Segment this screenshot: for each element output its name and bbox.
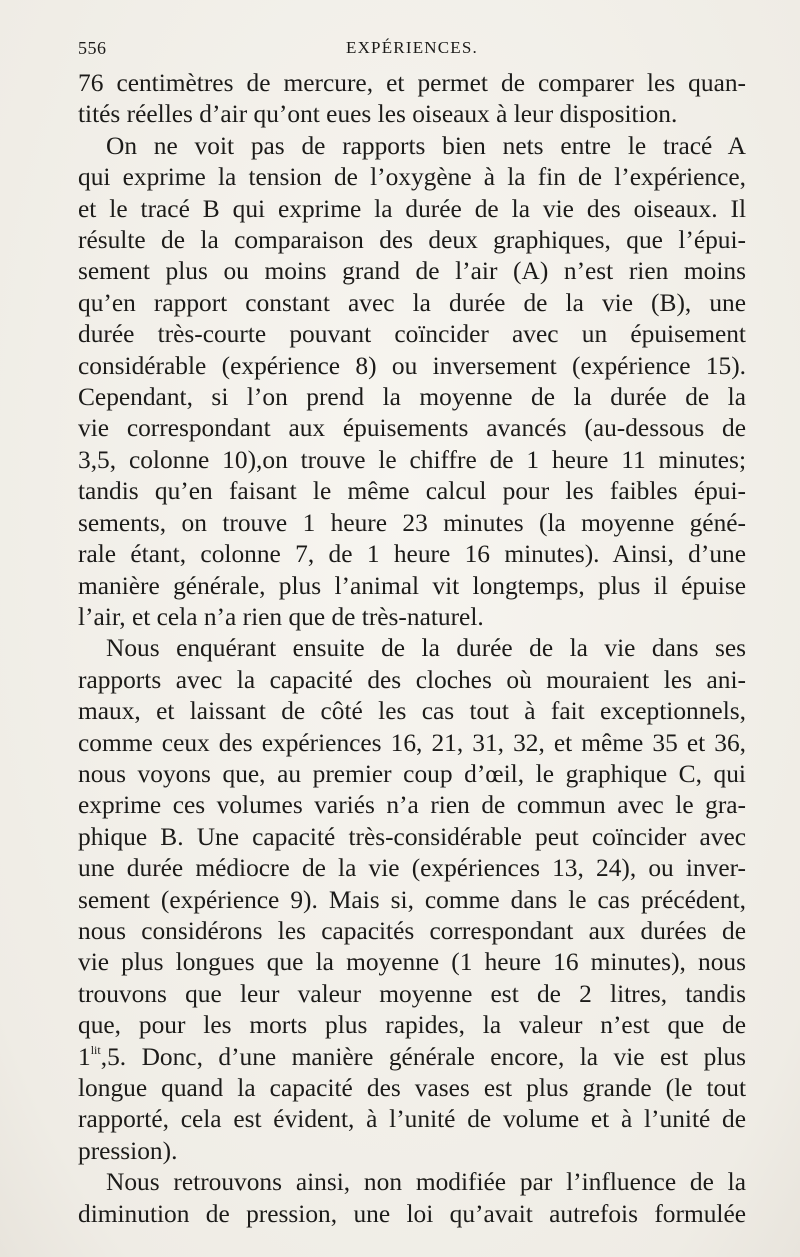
paragraph-4 xyxy=(78,1167,746,1230)
text-line: qui exprime la tension de l’oxygène à la fin de l’expérience, xyxy=(78,163,746,192)
text-line: vie correspondant aux épuisements avancés (au-dessous de xyxy=(78,414,746,443)
text-line: rale étant, colonne 7, de 1 heure 16 minutes). Ainsi, d’une xyxy=(78,540,746,569)
text-line: considérable (expérience 8) ou inversement (expérience 15). xyxy=(78,351,746,380)
text-line-with-superscript xyxy=(78,1042,746,1073)
body-text xyxy=(78,68,746,1230)
text-line: nous voyons que, au premier coup d’œil, le graphique C, qui xyxy=(78,759,746,788)
paragraph-1 xyxy=(78,68,746,131)
text-line: Nous enquérant ensuite de la durée de la vie dans ses xyxy=(106,634,746,663)
text-fragment: 1 xyxy=(78,1042,91,1071)
text-line: résulte de la comparaison des deux graphiques, que l’épui- xyxy=(78,226,746,255)
text-line: trouvons que leur valeur moyenne est de 2 litres, tandis xyxy=(78,979,746,1008)
text-line: On ne voit pas de rapports bien nets entre le tracé A xyxy=(106,131,746,160)
text-line: longue quand la capacité des vases est plus grande (le tout xyxy=(78,1074,746,1102)
running-title: EXPÉRIENCES. xyxy=(346,38,478,57)
text-line: exprime ces volumes variés n’a rien de commun avec le gra- xyxy=(78,791,746,820)
text-line: manière générale, plus l’animal vit longtemps, plus il épuise xyxy=(78,571,746,600)
text-line: sement plus ou moins grand de l’air (A) n’est rien moins xyxy=(78,257,746,286)
text-line: rapporté, cela est évident, à l’unité de volume et à l’unité de xyxy=(78,1105,746,1134)
page-number: 556 xyxy=(78,38,107,58)
text-line: vie plus longues que la moyenne (1 heure 16 minutes), nous xyxy=(78,948,746,977)
text-line: 3,5, colonne 10),on trouve le chiffre de 1 heure 11 minutes; xyxy=(78,445,746,474)
text-line: Cependant, si l’on prend la moyenne de la durée de la xyxy=(78,383,746,412)
text-line: maux, et laissant de côté les cas tout à fait exceptionnels, xyxy=(78,697,746,726)
text-line: Nous retrouvons ainsi, non modifiée par l’influence de la xyxy=(106,1168,746,1197)
text-line: 76 centimètres de mercure, et permet de comparer les quan- xyxy=(78,69,746,97)
text-line: et le tracé B qui exprime la durée de la vie des oiseaux. Il xyxy=(78,194,746,223)
text-line: sement (expérience 9). Mais si, comme dans le cas précédent, xyxy=(78,885,746,914)
text-fragment: ,5. Donc, d’une manière générale encore, la vie est plus xyxy=(100,1042,746,1071)
text-line: une durée médiocre de la vie (expériences 13, 24), ou inver- xyxy=(78,854,746,883)
text-line: sements, on trouve 1 heure 23 minutes (la moyenne géné- xyxy=(78,508,746,537)
paragraph-3 xyxy=(78,633,746,1167)
text-line: l’air, et cela n’a rien que de très-naturel. xyxy=(78,602,484,631)
page-header xyxy=(78,38,746,64)
text-line: tandis qu’en faisant le même calcul pour les faibles épui- xyxy=(78,477,746,506)
text-line: comme ceux des expériences 16, 21, 31, 32, et même 35 et 36, xyxy=(78,728,746,757)
text-line: rapports avec la capacité des cloches où mouraient les ani- xyxy=(78,665,746,694)
text-line: tités réelles d’air qu’ont eues les oiseaux à leur disposition. xyxy=(78,100,678,129)
text-line: que, pour les morts plus rapides, la valeur n’est que de xyxy=(78,1011,746,1040)
text-line: phique B. Une capacité très-considérable peut coïncider avec xyxy=(78,822,746,851)
text-line: durée très-courte pouvant coïncider avec un épuisement xyxy=(78,320,746,349)
text-line: diminution de pression, une loi qu’avait autrefois formulée xyxy=(78,1199,746,1228)
unit-superscript: lit xyxy=(90,1042,101,1057)
text-line: nous considérons les capacités correspondant aux durées de xyxy=(78,916,746,945)
text-line: pression). xyxy=(78,1136,178,1165)
paragraph-2 xyxy=(78,131,746,634)
text-line: qu’en rapport constant avec la durée de la vie (B), une xyxy=(78,288,746,317)
